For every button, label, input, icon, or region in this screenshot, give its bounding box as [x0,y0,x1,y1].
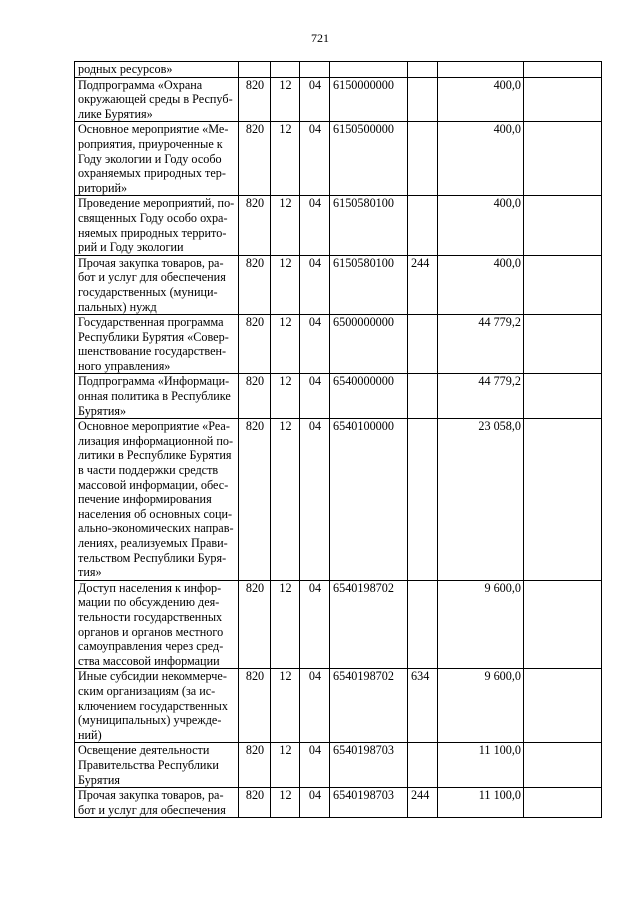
subsection-code-cell: 04 [300,77,330,122]
subsection-code-cell: 04 [300,580,330,669]
section-code-cell: 12 [271,419,300,581]
subsection-code-cell: 04 [300,419,330,581]
section-code-cell: 12 [271,196,300,255]
target-item-cell: 6500000000 [330,315,408,374]
subsection-code-cell: 04 [300,196,330,255]
amount-cell: 44 779,2 [438,374,524,419]
expense-type-cell [408,580,438,669]
section-code-cell: 12 [271,122,300,196]
section-code-cell [271,62,300,78]
subsection-code-cell: 04 [300,255,330,314]
extra-cell [524,669,602,743]
extra-cell [524,315,602,374]
section-code-cell: 12 [271,315,300,374]
row-name-cell: Подпрограмма «Информационная политика в Республике Бурятия» [75,374,239,419]
row-name-cell: Иные субсидии некоммерческим организациям (за исключением государственных (муниципальных) учреждений) [75,669,239,743]
department-code-cell: 820 [239,580,271,669]
row-name-cell: Государственная программа Республики Бурятия «Совершенствование государственного управления» [75,315,239,374]
target-item-cell: 6540198703 [330,743,408,788]
target-item-cell: 6150000000 [330,77,408,122]
subsection-code-cell: 04 [300,788,330,818]
department-code-cell: 820 [239,788,271,818]
amount-cell: 9 600,0 [438,669,524,743]
expense-type-cell: 244 [408,255,438,314]
subsection-code-cell: 04 [300,743,330,788]
row-name-cell: Прочая закупка товаров, работ и услуг для обеспечения [75,788,239,818]
table-body [75,62,602,818]
extra-cell [524,788,602,818]
department-code-cell: 820 [239,196,271,255]
target-item-cell: 6540100000 [330,419,408,581]
extra-cell [524,255,602,314]
subsection-code-cell: 04 [300,669,330,743]
department-code-cell: 820 [239,374,271,419]
row-name-cell: Прочая закупка товаров, работ и услуг для обеспечения государственных (муниципальных) нужд [75,255,239,314]
table-row [75,374,602,419]
section-code-cell: 12 [271,580,300,669]
expense-type-cell [408,77,438,122]
department-code-cell: 820 [239,77,271,122]
department-code-cell: 820 [239,255,271,314]
budget-table [74,61,602,818]
section-code-cell: 12 [271,669,300,743]
extra-cell [524,743,602,788]
extra-cell [524,122,602,196]
section-code-cell: 12 [271,743,300,788]
table-row [75,255,602,314]
department-code-cell: 820 [239,669,271,743]
row-name-cell: Проведение мероприятий, посвященных Году особо охраняемых природных территорий и Году экологии [75,196,239,255]
department-code-cell [239,62,271,78]
extra-cell [524,196,602,255]
table-row [75,580,602,669]
row-name-cell: Доступ населения к информации по обсуждению деятельности государственных органов и органов местного самоуправления через средства массовой информации [75,580,239,669]
expense-type-cell [408,122,438,196]
row-name-cell: родных ресурсов» [75,62,239,78]
row-name-cell: Подпрограмма «Охрана окружающей среды в Республике Бурятия» [75,77,239,122]
expense-type-cell: 634 [408,669,438,743]
amount-cell: 400,0 [438,77,524,122]
amount-cell: 9 600,0 [438,580,524,669]
subsection-code-cell: 04 [300,122,330,196]
amount-cell: 400,0 [438,196,524,255]
expense-type-cell: 244 [408,788,438,818]
extra-cell [524,77,602,122]
target-item-cell: 6540198702 [330,580,408,669]
expense-type-cell [408,196,438,255]
table-row [75,419,602,581]
amount-cell: 11 100,0 [438,743,524,788]
section-code-cell: 12 [271,77,300,122]
amount-cell: 400,0 [438,122,524,196]
section-code-cell: 12 [271,255,300,314]
target-item-cell: 6150580100 [330,196,408,255]
amount-cell: 400,0 [438,255,524,314]
amount-cell: 23 058,0 [438,419,524,581]
expense-type-cell [408,419,438,581]
subsection-code-cell [300,62,330,78]
amount-cell: 44 779,2 [438,315,524,374]
table-row [75,62,602,78]
expense-type-cell [408,374,438,419]
row-name-cell: Основное мероприятие «Реализация информационной политики в Республике Бурятия в части поддержки средств массовой информации, обеспечение информирования населения об основных социально-экономических направлениях, реализуемых Правительством Республики Бурятия» [75,419,239,581]
target-item-cell: 6150580100 [330,255,408,314]
target-item-cell: 6540198702 [330,669,408,743]
table-row [75,122,602,196]
amount-cell: 11 100,0 [438,788,524,818]
table-row [75,669,602,743]
extra-cell [524,419,602,581]
department-code-cell: 820 [239,122,271,196]
extra-cell [524,374,602,419]
department-code-cell: 820 [239,419,271,581]
expense-type-cell [408,743,438,788]
table-row [75,788,602,818]
extra-cell [524,580,602,669]
amount-cell [438,62,524,78]
target-item-cell: 6150500000 [330,122,408,196]
department-code-cell: 820 [239,743,271,788]
page-number: 721 [311,31,329,45]
extra-cell [524,62,602,78]
table-row [75,196,602,255]
department-code-cell: 820 [239,315,271,374]
subsection-code-cell: 04 [300,315,330,374]
table-row [75,315,602,374]
expense-type-cell [408,315,438,374]
expense-type-cell [408,62,438,78]
table-row [75,77,602,122]
target-item-cell: 6540000000 [330,374,408,419]
section-code-cell: 12 [271,788,300,818]
section-code-cell: 12 [271,374,300,419]
row-name-cell: Освещение деятельности Правительства Республики Бурятия [75,743,239,788]
target-item-cell: 6540198703 [330,788,408,818]
target-item-cell [330,62,408,78]
row-name-cell: Основное мероприятие «Мероприятия, приуроченные к Году экологии и Году особо охраняемых природных территорий» [75,122,239,196]
subsection-code-cell: 04 [300,374,330,419]
table-row [75,743,602,788]
